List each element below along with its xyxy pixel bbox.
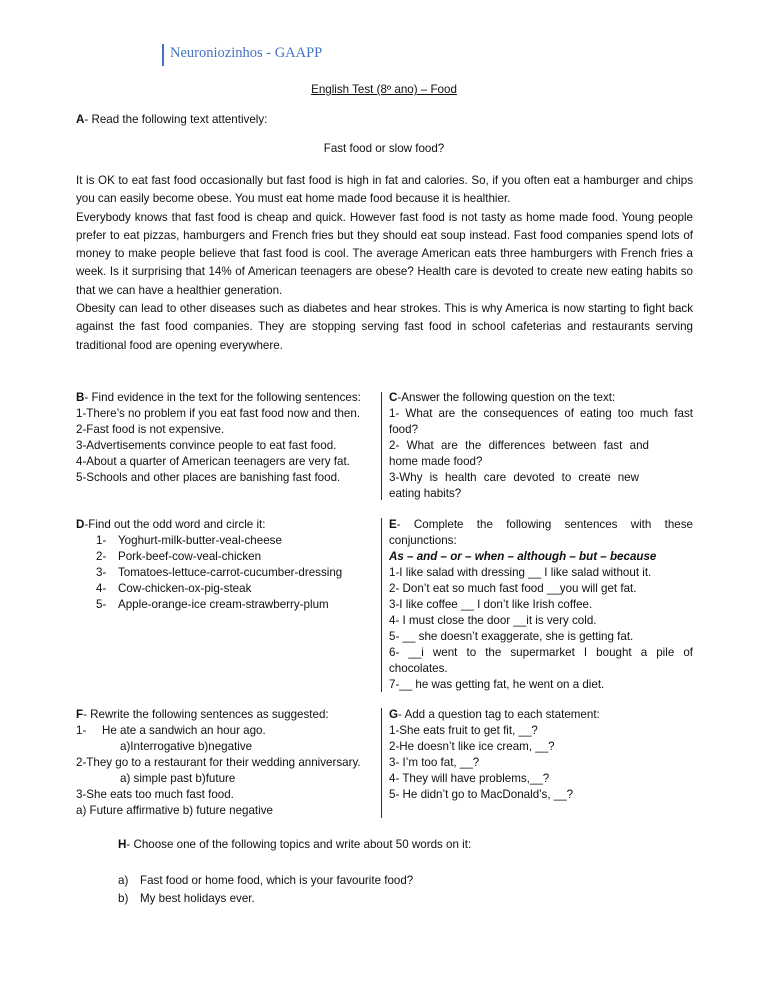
section-e	[389, 517, 693, 693]
column-divider	[381, 518, 382, 692]
section-d-heading	[76, 517, 376, 533]
list-item: 5-Schools and other places are banishing fast food.	[76, 471, 341, 484]
section-letter: G	[389, 708, 399, 721]
odd-word-set: Yoghurt-milk-butter-veal-cheese	[118, 534, 282, 547]
list-item	[76, 597, 376, 613]
list-item: 1-She eats fruit to get fit, __?	[389, 724, 538, 737]
item-number: 5-	[96, 598, 107, 611]
text-title: Fast food or slow food?	[323, 142, 445, 155]
section-instruction: - Add a question tag to each statement:	[398, 708, 600, 721]
list-item: 3-Why is health care devoted to create new eating habits?	[389, 471, 639, 500]
list-item: 3-Advertisements convince people to eat fast food.	[76, 439, 337, 452]
section-instruction: -Find out the odd word and circle it:	[84, 518, 266, 531]
column-divider	[381, 392, 382, 500]
topic-item	[118, 873, 413, 889]
section-letter: A	[76, 113, 85, 126]
list-item: 1-I like salad with dressing __ I like salad without it.	[389, 566, 652, 579]
list-item: 3-I like coffee __ I don’t like Irish coffee.	[389, 598, 593, 611]
list-item	[76, 533, 376, 549]
section-instruction: -Answer the following question on the text:	[397, 391, 616, 404]
odd-word-set: Apple-orange-ice cream-strawberry-plum	[118, 598, 329, 611]
list-item: 3- I’m too fat, __?	[389, 756, 480, 769]
list-item: 2- Don’t eat so much fast food __you will get fat.	[389, 582, 637, 595]
conjunction-list	[389, 549, 693, 565]
section-letter: B	[76, 391, 85, 404]
list-item: 7-__ he was getting fat, he went on a diet.	[389, 678, 605, 691]
section-e-heading	[389, 517, 693, 549]
list-item: 1- What are the consequences of eating too much fast food?	[389, 407, 693, 436]
item-number: 1-	[76, 724, 87, 737]
topic-item	[118, 891, 255, 907]
list-item	[76, 581, 376, 597]
list-item: 2- What are the differences between fast and home made food?	[389, 439, 649, 468]
paragraph: Obesity can lead to other diseases such as diabetes and hear strokes. This is why America is now starting to fight back against the fast food companies. They are stopping serving fast food in school cafeterias and restaurants serving traditional food are opening everywhere.	[76, 302, 693, 352]
reading-text	[76, 172, 693, 355]
sentence: He ate a sandwich an hour ago.	[102, 724, 266, 737]
list-item: 4- They will have problems,__?	[389, 772, 550, 785]
list-item: 4- I must close the door __it is very cold.	[389, 614, 597, 627]
section-letter: H	[118, 838, 127, 851]
list-item: 2-They go to a restaurant for their wedding anniversary.	[76, 756, 361, 769]
page-title: English Test (8º ano) – Food	[311, 83, 457, 96]
topic-text: My best holidays ever.	[140, 892, 255, 905]
section-instruction: - Choose one of the following topics and write about 50 words on it:	[126, 838, 472, 851]
topic-text: Fast food or home food, which is your favourite food?	[140, 874, 414, 887]
conjunctions-text: As – and – or – when – although – but – because	[389, 550, 657, 563]
odd-word-set: Pork-beef-cow-veal-chicken	[118, 550, 262, 563]
section-c-heading	[389, 390, 693, 406]
section-instruction: - Rewrite the following sentences as suggested:	[83, 708, 329, 721]
item-number: 2-	[96, 550, 107, 563]
section-instruction: - Find evidence in the text for the following sentences:	[84, 391, 361, 404]
section-instruction: - Read the following text attentively:	[84, 113, 268, 126]
section-instruction: - Complete the following sentences with these conjunctions:	[389, 518, 693, 547]
header-brand: Neuroniozinhos - GAAPP	[170, 45, 323, 61]
section-b-heading	[76, 390, 376, 406]
list-item	[76, 565, 376, 581]
list-item: 5- __ she doesn’t exaggerate, she is getting fat.	[389, 630, 634, 643]
section-h-heading	[118, 837, 471, 853]
topic-label: b)	[118, 892, 129, 905]
section-a-heading	[76, 112, 267, 128]
section-d	[76, 517, 376, 613]
list-item: 2-Fast food is not expensive.	[76, 423, 225, 436]
list-item: 1-There’s no problem if you eat fast food now and then.	[76, 407, 361, 420]
section-g	[389, 707, 693, 803]
section-letter: D	[76, 518, 85, 531]
rewrite-options: a) Future affirmative b) future negative	[76, 804, 273, 817]
paragraph: It is OK to eat fast food occasionally but fast food is high in fat and calories. So, if you often eat a hamburger and chips you can easily become obese. You must eat home made food because it is healthier.	[76, 174, 693, 206]
odd-word-set: Cow-chicken-ox-pig-steak	[118, 582, 252, 595]
item-number: 1-	[96, 534, 107, 547]
section-letter: F	[76, 708, 84, 721]
list-item	[76, 549, 376, 565]
list-item: 3-She eats too much fast food.	[76, 788, 234, 801]
list-item: 5- He didn’t go to MacDonald’s, __?	[389, 788, 574, 801]
section-g-heading	[389, 707, 693, 723]
list-item	[76, 723, 376, 739]
section-f	[76, 707, 376, 819]
section-c	[389, 390, 693, 502]
paragraph: Everybody knows that fast food is cheap and quick. However fast food is not tasty as home made food. Young people prefer to eat pizzas, hamburgers and French fries but they should eat soup instead. Fast food companies spend lots of money to make people believe that fast food is cool. The average American eats three hamburgers with French fries a week. Is it surprising that 14% of American teenagers are obese? Health care is devoted to create new eating habits so that we can have a healthier generation.	[76, 210, 693, 297]
section-letter: C	[389, 391, 398, 404]
rewrite-options: a)Interrogative b)negative	[120, 740, 253, 753]
item-number: 4-	[96, 582, 107, 595]
column-divider	[381, 708, 382, 818]
rewrite-options: a) simple past b)future	[120, 772, 236, 785]
section-b	[76, 390, 376, 486]
list-item: 2-He doesn’t like ice cream, __?	[389, 740, 555, 753]
list-item: 4-About a quarter of American teenagers are very fat.	[76, 455, 350, 468]
topic-label: a)	[118, 874, 129, 887]
item-number: 3-	[96, 566, 107, 579]
header-accent-bar	[162, 44, 164, 66]
odd-word-set: Tomatoes-lettuce-carrot-cucumber-dressing	[118, 566, 343, 579]
list-item: 6- __i went to the supermarket I bought a pile of chocolates.	[389, 646, 693, 675]
section-letter: E	[389, 518, 397, 531]
section-f-heading	[76, 707, 376, 723]
